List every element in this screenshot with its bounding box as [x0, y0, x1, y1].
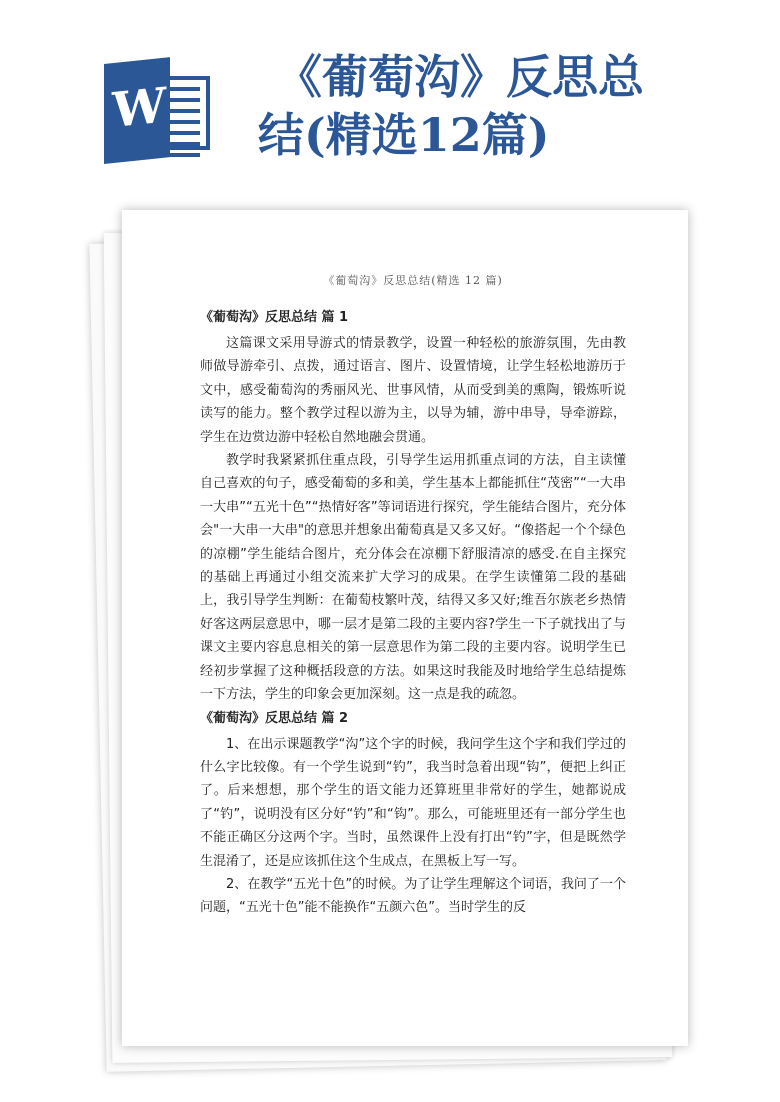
section-1 [200, 306, 626, 707]
page-header: 《葡萄沟》反思总结(精选 12 篇) [323, 274, 503, 287]
document-page [122, 210, 688, 1046]
section-heading: 《葡萄沟》反思总结 篇 1 [200, 310, 349, 325]
title-line-1: 《葡萄沟》反思总 [276, 50, 644, 104]
section-2 [200, 707, 626, 920]
word-badge [104, 57, 170, 164]
section-heading: 《葡萄沟》反思总结 篇 2 [200, 710, 349, 726]
paragraph: 教学时我紧紧抓住重点段，引导学生运用抓重点词的方法，自主读懂自己喜欢的句子，感受葡萄的多和美，学生基本上都能抓住“茂密”“一大串一大串”“五光十色”“热情好客”等词语进行探究，学生能结合图片，充分体会"一大串一大串"的意思并想象出葡萄真是又多又好。“像搭起一个个绿色的凉棚”学生能结合图片，充分体会在凉棚下舒服清凉的感受.在自主探究的基础上再通过小组交流来扩大学习的成果。在学生读懂第二段的基础上，我引导学生判断：在葡萄枝繁叶茂，结得又多又好;维吾尔族老乡热情好客这两层意思中，哪一层才是第二段的主要内容?学生一下子就找出了与课文主要内容息息相关的第一层意思作为第二段的主要内容。说明学生已经初步掌握了这种概括段意的方法。如果这时我能及时地给学生总结提炼一下方法，学生的印象会更加深刻。这一点是我的疏忽。 [200, 453, 626, 703]
word-letter: W [112, 77, 166, 140]
title-line-2: 结(精选12篇) [258, 108, 550, 162]
paragraph: 2、在教学“五光十色”的时候。为了让学生理解这个词语，我问了一个问题，“五光十色”能不能换作“五颜六色”。当时学生的反 [200, 876, 626, 916]
page-title [258, 48, 758, 164]
paragraph: 1、在出示课题教学“沟”这个字的时候，我问学生这个字和我们学过的什么字比较像。有一个学生说到“钓”，我当时急着出现“钩”，便把上纠正了。后来想想，那个学生的语文能力还算班里非常好的学生，她都说成了“钓”，说明没有区分好“钓”和“钩”。那么，可能班里还有一部分学生也不能正确区分这两个字。当时，虽然课件上没有打出“钓”字，但是既然学生混淆了，还是应该抓住这个生成点，在黑板上写一写。 [200, 736, 626, 869]
word-icon [104, 64, 214, 164]
paragraph: 这篇课文采用导游式的情景教学，设置一种轻松的旅游氛围，先由教师做导游牵引、点拨，通过语言、图片、设置情境，让学生轻松地游历于文中，感受葡萄沟的秀丽风光、世事风情，从而受到美的熏陶，锻炼听说读写的能力。整个教学过程以游为主，以导为辅，游中串导，导牵游踪，学生在边赏边游中轻松自然地融会贯通。 [200, 336, 626, 445]
